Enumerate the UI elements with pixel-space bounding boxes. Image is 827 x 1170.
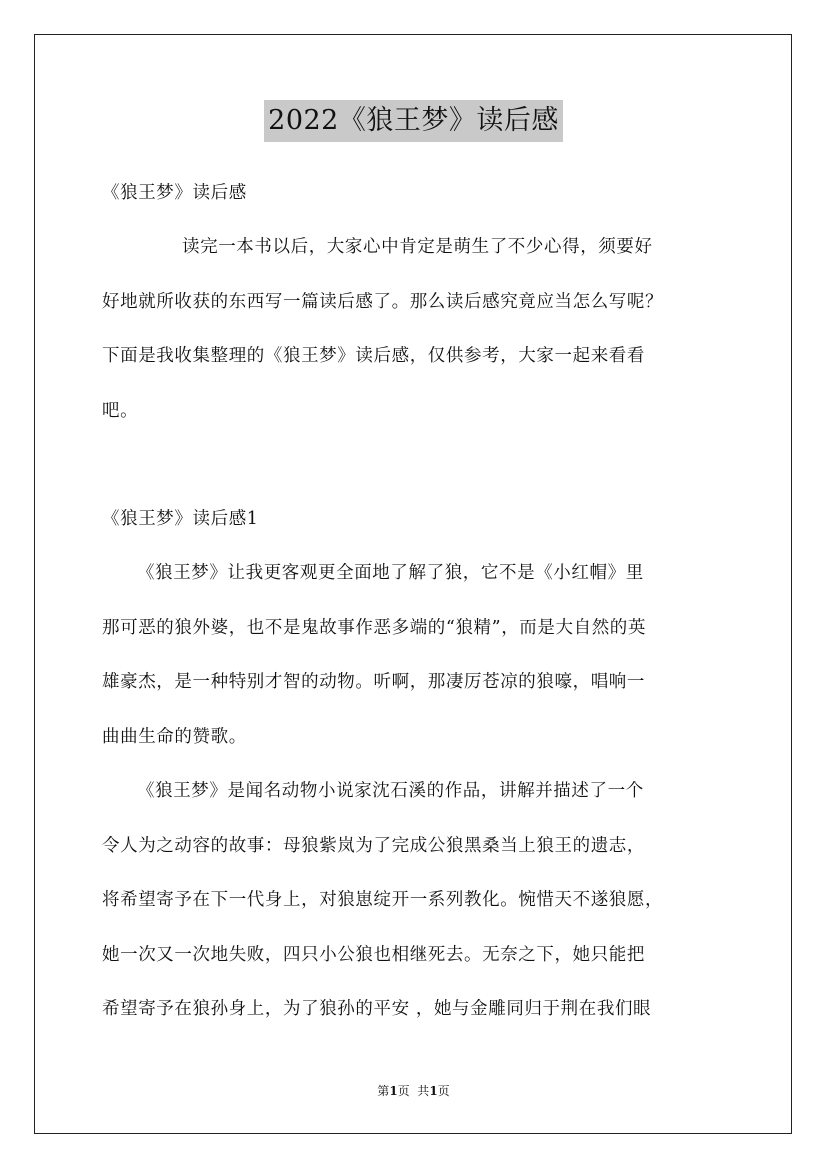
paragraph-line: 雄豪杰，是一种特别才智的动物。听啊，那凄厉苍凉的狼嚎，唱响一 (102, 672, 645, 692)
document-title-wrapper (0, 100, 827, 142)
paragraph-line: 《狼王梦》是闻名动物小说家沈石溪的作品，讲解并描述了一个 (137, 781, 644, 801)
paragraph-line: 好地就所收获的东西写一篇读后感了。那么读后感究竟应当怎么写呢？ (102, 292, 664, 312)
paragraph-line: 《狼王梦》让我更客观更全面地了解了狼，它不是《小红帽》里 (137, 563, 644, 583)
paragraph-line: 令人为之动容的故事：母狼紫岚为了完成公狼黑桑当上狼王的遗志， (102, 836, 645, 856)
paragraph-line: 吧。 (102, 401, 139, 421)
footer-suffix: 页 (437, 1084, 450, 1098)
intro-heading: 《狼王梦》读后感 (102, 183, 247, 203)
paragraph-line: 曲曲生命的赞歌。 (102, 727, 247, 747)
paragraph-line: 希望寄予在狼孙身上，为了狼孙的平安 ，她与金雕同归于荆在我们眼 (102, 999, 652, 1019)
paragraph-line: 那可恶的狼外婆，也不是鬼故事作恶多端的“狼精”，而是大自然的英 (102, 618, 646, 638)
section-heading: 《狼王梦》读后感1 (102, 509, 259, 529)
page-footer (0, 1083, 827, 1099)
paragraph-line: 她一次又一次地失败，四只小公狼也相继死去。无奈之下，她只能把 (102, 945, 645, 965)
footer-current-page: 1 (389, 1084, 398, 1098)
paragraph-line: 将希望寄予在下一代身上，对狼崽绽开一系列教化。惋惜天不遂狼愿， (102, 890, 664, 910)
document-title: 2022《狼王梦》读后感 (264, 100, 563, 142)
footer-mid: 页 共 (397, 1084, 430, 1098)
paragraph-line: 读完一本书以后，大家心中肯定是萌生了不少心得，须要好 (182, 237, 653, 257)
footer-total-pages: 1 (429, 1084, 438, 1098)
paragraph-line: 下面是我收集整理的《狼王梦》读后感，仅供参考，大家一起来看看 (102, 346, 645, 366)
footer-prefix: 第 (377, 1084, 390, 1098)
